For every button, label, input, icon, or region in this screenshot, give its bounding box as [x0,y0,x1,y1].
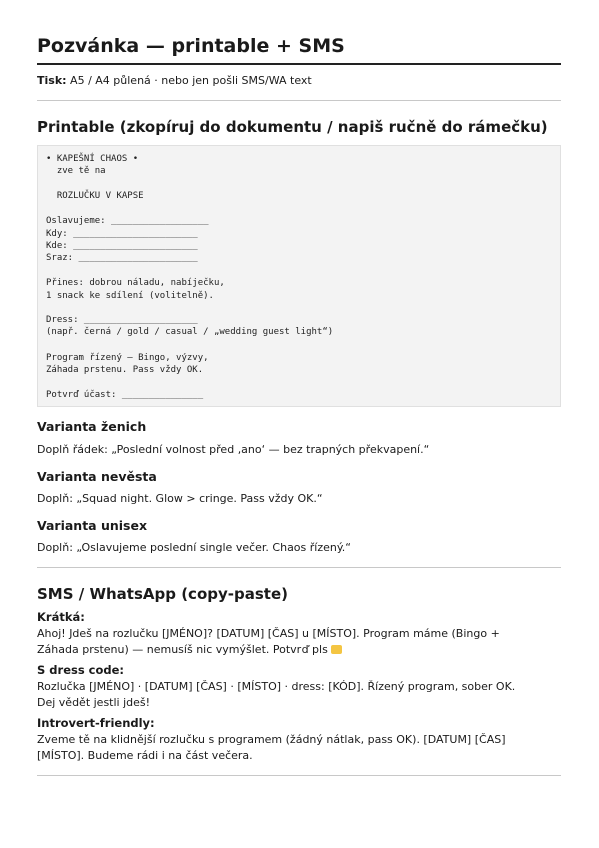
sms-short-line: Ahoj! Jdeš na rozlučku [JMÉNO]? [DATUM] [ČAS] u [MÍSTO]. Program máme (Bingo + [37,627,500,640]
sms-short-line-text: Záhada prstenu) — nemusíš nic vymýšlet. Potvrď pls [37,643,328,656]
printable-line: Program řízený — Bingo, výzvy, [46,353,209,363]
variant-title: Varianta ženich [37,419,147,434]
printable-line: zve tě na [46,166,106,176]
sms-short-line [37,643,342,656]
print-info-label: Tisk: [37,74,67,87]
printable-line: Oslavujeme: __________________ [46,216,209,226]
printable-line: Kde: _______________________ [46,241,198,251]
sms-dress-title: S dress code: [37,663,125,677]
sms-intro-title: Introvert-friendly: [37,716,155,730]
printable-line: (např. černá / gold / casual / „wedding guest light“) [46,327,334,337]
variant-title: Varianta unisex [37,518,148,533]
sms-heading: SMS / WhatsApp (copy-paste) [37,585,288,603]
printable-line: Kdy: _______________________ [46,229,198,239]
variant-title: Varianta nevěsta [37,469,157,484]
sms-short-title: Krátká: [37,610,85,624]
variant-text: Doplň řádek: „Poslední volnost před ‚ano‘ — bez trapných překvapení.“ [37,443,430,456]
title-divider [37,63,561,65]
divider [37,100,561,101]
raising-hands-icon [331,645,342,654]
printable-line: ROZLUČKU V KAPSE [46,191,144,201]
printable-line: Přines: dobrou náladu, nabíječku, [46,278,225,288]
printable-line: 1 snack ke sdílení (volitelně). [46,291,214,301]
divider [37,567,561,568]
printable-line: • KAPEŠNÍ CHAOS • [46,154,139,164]
printable-line: Sraz: ______________________ [46,253,198,263]
printable-line: Dress: _____________________ [46,315,198,325]
variant-text: Doplň: „Squad night. Glow > cringe. Pass vždy OK.“ [37,492,323,505]
divider [37,775,561,776]
sms-intro-line: [MÍSTO]. Budeme rádi i na část večera. [37,749,253,762]
printable-line: Potvrď účast: _______________ [46,390,204,400]
sms-dress-line: Dej vědět jestli jdeš! [37,696,151,709]
print-info [37,74,312,87]
sms-dress-line: Rozlučka [JMÉNO] · [DATUM] [ČAS] · [MÍSTO] · dress: [KÓD]. Řízený program, sober OK. [37,680,516,693]
print-info-text: A5 / A4 půlená · nebo jen pošli SMS/WA text [70,74,312,87]
page-title: Pozvánka — printable + SMS [37,35,345,57]
printable-heading: Printable (zkopíruj do dokumentu / napiš ručně do rámečku) [37,118,548,136]
sms-intro-line: Zveme tě na klidnější rozlučku s programem (žádný nátlak, pass OK). [DATUM] [ČAS] [37,733,506,746]
printable-line: Záhada prstenu. Pass vždy OK. [46,365,204,375]
variant-text: Doplň: „Oslavujeme poslední single večer. Chaos řízený.“ [37,541,351,554]
printable-box [37,145,561,407]
